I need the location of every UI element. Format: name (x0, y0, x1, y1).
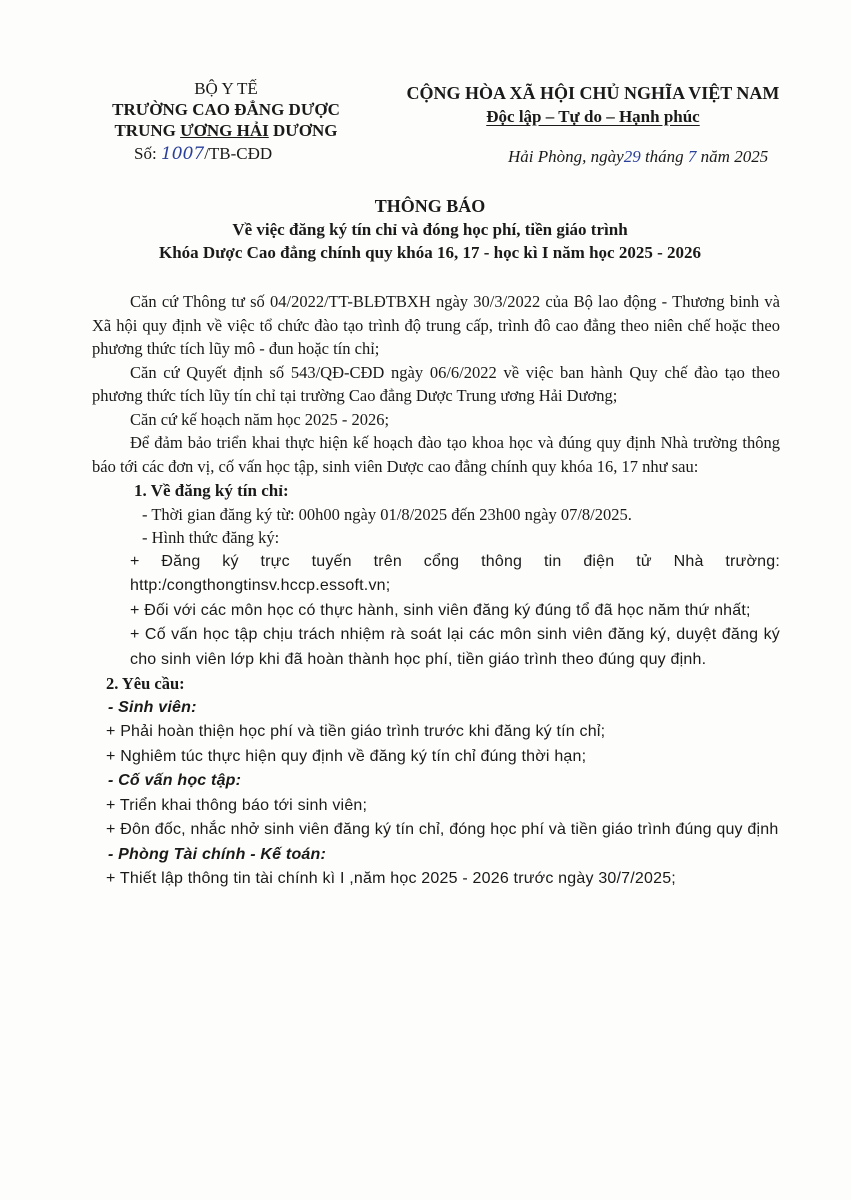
students-requirement-1: + Phải hoàn thiện học phí và tiền giáo trình trước khi đăng ký tín chỉ; (106, 723, 606, 740)
place-date-b: tháng (640, 147, 688, 166)
students-requirement-2: + Nghiêm túc thực hiện quy định về đăng ký tín chỉ đúng thời hạn; (106, 747, 587, 765)
basis-paragraph-2: Căn cứ Quyết định số 543/QĐ-CĐD ngày 06/6/2022 về việc ban hành Quy chế đào tạo theo phương thức tích lũy tín chỉ tại trường Cao đẳng Dược Trung ương Hải Dương; (92, 362, 780, 405)
section-2-heading: 2. Yêu cầu: (106, 674, 185, 693)
national-header (378, 82, 808, 128)
registration-online: + Đăng ký trực tuyến trên cổng thông tin điện tử Nhà trường: http:/congthongtinsv.hccp.essoft.vn; (130, 552, 780, 594)
registration-time: - Thời gian đăng ký từ: 00h00 ngày 01/8/2025 đến 23h00 ngày 07/8/2025. (142, 504, 632, 524)
date-day-handwritten: 29 (623, 147, 641, 166)
school-name-line2-c: DƯƠNG (268, 121, 338, 140)
doc-no-handwritten: 1007 (160, 144, 205, 164)
school-name-line2-b: ƯƠNG HẢI (180, 121, 269, 140)
advisors-requirement-1: + Triển khai thông báo tới sinh viên; (106, 796, 368, 814)
intro-paragraph: Để đảm bảo triển khai thực hiện kế hoạch đào tạo khoa học và đúng quy định Nhà trường thông báo tới các đơn vị, cố vấn học tập, sinh viên Dược cao đẳng chính quy khóa 16, 17 như sau: (92, 433, 780, 476)
notice-subject: Về việc đăng ký tín chỉ và đóng học phí, tiền giáo trình (232, 220, 628, 239)
notice-title-block (80, 194, 780, 264)
finance-requirement-1: + Thiết lập thông tin tài chính kì I ,năm học 2025 - 2026 trước ngày 30/7/2025; (106, 870, 676, 887)
registration-practice: + Đối với các môn học có thực hành, sinh viên đăng ký đúng tổ đã học năm thứ nhất; (130, 601, 751, 619)
document-number (96, 143, 356, 165)
section-1-heading: 1. Về đăng ký tín chỉ: (134, 481, 289, 500)
school-name-line2-a: TRUNG (114, 121, 181, 140)
school-name-line1: TRƯỜNG CAO ĐẲNG DƯỢC (112, 100, 340, 119)
place-date-a: Hải Phòng, ngày (508, 147, 624, 166)
school-name-line2 (96, 120, 356, 141)
place-and-date (508, 147, 828, 167)
basis-paragraph-3: Căn cứ kế hoạch năm học 2025 - 2026; (130, 409, 390, 429)
registration-form: - Hình thức đăng ký: (142, 528, 280, 547)
doc-no-prefix: Số: (134, 144, 161, 163)
issuer-block (96, 78, 356, 165)
ministry-name: BỘ Y TẾ (194, 79, 258, 98)
republic-name: CỘNG HÒA XÃ HỘI CHỦ NGHĨA VIỆT NAM (406, 83, 780, 103)
registration-advisor: + Cố vấn học tập chịu trách nhiệm rà soát lại các môn sinh viên đăng ký, duyệt đăng ký cho sinh viên lớp khi đã hoàn thành học phí, tiền giáo trình theo đúng quy định. (130, 626, 780, 668)
role-finance: - Phòng Tài chính - Kế toán: (108, 845, 327, 863)
basis-paragraph-1: Căn cứ Thông tư số 04/2022/TT-BLĐTBXH ngày 30/3/2022 của Bộ lao động - Thương binh và Xã hội quy định về việc tổ chức đào tạo trình độ trung cấp, trình đô cao đẳng theo niên chế hoặc theo phương thức tích lũy mô - đun hoặc tín chỉ; (92, 292, 780, 358)
notice-title: THÔNG BÁO (374, 196, 486, 216)
advisors-requirement-2: + Đôn đốc, nhắc nhở sinh viên đăng ký tín chỉ, đóng học phí và tiền giáo trình đúng quy định (106, 821, 779, 838)
role-students: - Sinh viên: (108, 698, 197, 716)
date-month-handwritten: 7 (687, 147, 697, 166)
national-motto: Độc lập – Tự do – Hạnh phúc (486, 107, 700, 126)
notice-scope: Khóa Dược Cao đẳng chính quy khóa 16, 17 - học kì I năm học 2025 - 2026 (159, 243, 701, 262)
role-advisors: - Cố vấn học tập: (108, 772, 242, 789)
place-date-c: năm 2025 (696, 147, 769, 166)
notice-body (92, 290, 780, 892)
doc-no-suffix: /TB-CĐD (204, 144, 273, 163)
